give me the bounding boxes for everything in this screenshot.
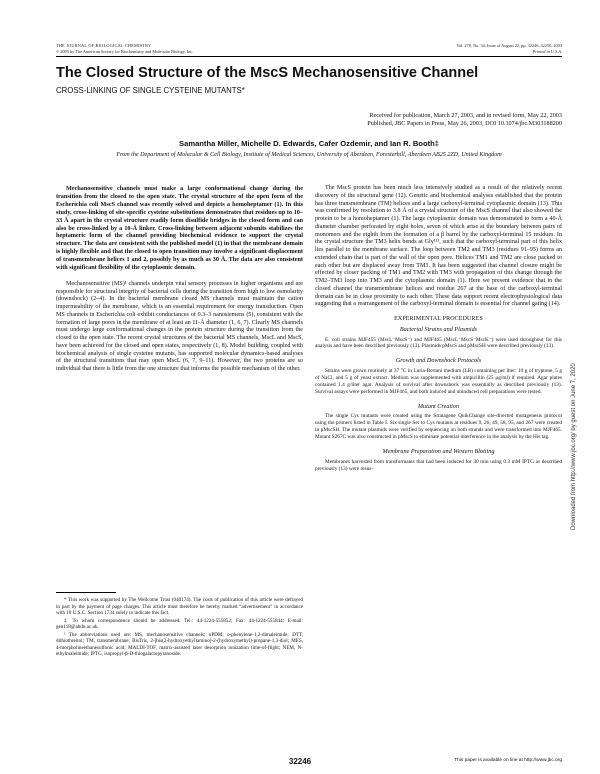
right-column xyxy=(315,185,562,480)
footnote-funding: * This work was supported by The Wellcome Trust (040174). The costs of publication of this article were defrayed in part by the payment of page charges. This article must therefore be hereby marked “advertisement” in accordance with 18 U.S.C. Section 1734 solely to indicate this fact. xyxy=(56,597,303,616)
subsection-heading-membrane: Membrane Preparation and Western Blotting xyxy=(382,448,495,456)
mutant-paragraph: The single Cys mutants were created using the Stratagene QuikChange site-directed mutagenesis protocol using the primers listed in Table I. Six single Ser to Cys mutants at residues 9, 26, 49, 58, 95, and 267 were created in pMscSH. The mutant plasmids were verified by sequencing on both strands and were transformed into MJF465. Mutant S267C was also constructed in pMscS to eliminate potential interference in the analysis by the His tag. xyxy=(315,413,562,441)
received-line: Received for publication, March 27, 2003, and in revised form, May 22, 2003 xyxy=(369,112,562,119)
published-line: Published, JBC Papers in Press, May 26, 2003, DOI 10.1074/jbc.M303188200 xyxy=(367,120,562,128)
page-number: 32246 xyxy=(288,757,312,766)
section-heading-experimental: EXPERIMENTAL PROCEDURES xyxy=(394,316,483,322)
author-affiliation: From the Department of Molecular & Cell Biology, Institute of Medical Sciences, University of Aberdeen, Foresterhill, Aberdeen AB25 2ZD, United Kingdom xyxy=(116,152,502,158)
footnote-correspondence: ‡ To whom correspondence should be addressed. Tel.: 44-1224-555852; Fax: 44-1224-555844; E-mail: gen118@abdn.ac.uk. xyxy=(56,617,303,630)
volume-info: Vol. 278, No. 34, Issue of August 22, pp. 32246–32250, 2003 xyxy=(456,43,562,48)
introduction-paragraph: Mechanosensitive (MS)¹ channels underpin vital sensory processes in higher organisms and are responsible for structural integrity of bacterial cells during the transition from high to low osmolarity (downshock) (2–4). In the bacterial membrane closed MS channels must maintain the cation impermeability of the membrane, which is an essential requirement for energy transduction. Open MS channels in Escherichia coli exhibit conductances of 0.3–3 nanosiemens (5), consistent with the formation of large pores in the membrane of at least an 11-Å diameter (1, 6, 7). Clearly MS channels must undergo large conformational changes in the protein structure during the transition from the closed to the open state. The recent crystal structures of the bacterial MS channels, MscL and MscS, have been achieved for the closed and open states, respectively (1, 8). Model building, coupled with biochemical analysis of single cysteine mutants, has supported molecular dynamics-based analyses of the structural transitions that may open MscL (6, 7, 9–11). However, the two proteins are so individual that there is little from the one structure that informs the possible mechanism of the other. xyxy=(56,280,303,373)
article-subtitle: CROSS-LINKING OF SINGLE CYSTEINE MUTANTS* xyxy=(56,86,245,95)
body-paragraph: The MscS protein has been much less intensively studied as a result of the relatively recent discovery of the structural gene (12). Genetic and biochemical analyses established that the protein has three transmembrane (TM) helices and a large carboxyl-terminal cytoplasmic domain (13). This was confirmed by resolution to 3.8 Å of a crystal structure of the MscS channel that also showed the protein to be a homoheptamer (1). The large cytoplasmic domain was demonstrated to form a 40-Å diameter chamber perforated by eight holes, seven of which arise at the boundary between pairs of monomers and the eighth from the formation of a β barrel by the carboxyl-terminal 15 residues. In the crystal structure the TM3 helix bends at Gly¹¹³, such that the carboxyl-terminal part of this helix lies parallel to the membrane surface. The loop between TM2 and TM3 (residues 91–95) forms an extended chain that is part of the wall of the open pore. Helices TM1 and TM2 are close packed to each other but are displaced away from TM3. It has been suggested that channel closure might be effected by closer packing of TM1 and TM2 with TM3 with propagation of this change through the TM2–TM3 loop into TM3 and the cytoplasmic domain (1). Here we present evidence that in the closed channel the transmembrane helices and residue 267 at the base of the carboxyl-terminal domain can be in close proximity to each other. These data support recent electrophysiological data suggesting that a rearrangement of the carboxyl-terminal domain is essential for channel gating (14). xyxy=(315,185,562,308)
subsection-heading-mutant: Mutant Creation xyxy=(417,402,460,410)
growth-paragraph: Strains were grown routinely at 37 °C in Luria-Bertani medium (LB) containing per liter: 10 g of tryptone, 5 g of NaCl, and 5 g of yeast extract. Medium was supplemented with ampicillin (25 μg/ml) if required. Agar plates contained 1.4 g/liter agar. Analysis of survival after downshock was essentially as described previously (13). Survival assays were performed in MJF465, and both induced and uninduced cell preparations were tested. xyxy=(315,368,562,395)
download-note: Downloaded from http://www.jbc.org/ by guest on June 7, 2020 xyxy=(571,363,577,530)
footnote-rule xyxy=(56,592,116,593)
received-dates xyxy=(262,112,562,129)
subsection-heading-growth: Growth and Downshock Protocols xyxy=(395,357,482,365)
journal-name: THE JOURNAL OF BIOLOGICAL CHEMISTRY xyxy=(56,43,152,48)
download-watermark xyxy=(571,290,581,530)
running-header-left xyxy=(56,43,193,54)
running-header-right xyxy=(456,43,562,54)
footnotes xyxy=(56,586,303,659)
membrane-paragraph: Membranes harvested from transformants that had been induced for 30 min using 0.3 mM IPTG as described previously (13) were resus- xyxy=(315,458,562,472)
article-title: The Closed Structure of the MscS Mechanosensitive Channel xyxy=(56,65,479,81)
strains-paragraph: E. coli strains MJF455 (MscL⁻MscS⁻) and MJF465 (MscL⁻MscS⁻MscK⁻) were used throughout for this analysis and have been described previously (13). Plasmids pMscS and pMscSH were described previously (13). xyxy=(315,336,562,350)
author-list: Samantha Miller, Michelle D. Edwards, Cafer Ozdemir, and Ian R. Booth‡ xyxy=(179,139,439,148)
printed-in: Printed in U.S.A. xyxy=(532,48,562,54)
subsection-heading-strains: Bacterial Strains and Plasmids xyxy=(399,325,478,333)
copyright-line: © 2003 by The American Society for Biochemistry and Molecular Biology, Inc. xyxy=(56,48,194,54)
journal-url-note: This paper is available on line at http://www.jbc.org xyxy=(454,758,562,763)
left-column xyxy=(56,185,303,381)
header-rule xyxy=(56,56,562,57)
footnote-abbreviations: ¹ The abbreviations used are: MS, mechanosensitive channels; oPDM, o-phenylene-1,2-dimaleimide; DTT, dithiothreitol; TM, transmembrane; BisTris, 2-[bis(2-hydroxyethyl)amino]-2-(hydroxymethyl)-propane-1,3-diol; MES, 4-morpholineethanesulfonic acid; MALDI-TOF, matrix-assisted laser desorption ionization time-of-flight; NEM, N-ethylmaleimide; IPTG, isopropyl-β-D-thiogalactopyranoside. xyxy=(56,631,303,657)
abstract: Mechanosensitive channels must make a large conformational change during the transition from the closed to the open state. The crystal structure of the open form of the Escherichia coli MscS channel was recently solved and depicts a homoheptamer (1). In this study, cross-linking of site-specific cysteine substitutions demonstrates that residues up to 10–33 Å apart in the crystal structure readily form disulfide bridges in the closed form and can also be cross-linked by a 10-Å linker. Cross-linking between adjacent subunits stabilizes the heptameric form of the channel providing biochemical evidence to support the crystal structure. The data are consistent with the published model (1) in that the membrane domain is highly flexible and that the closed to open transition may involve a significant displacement of transmembrane helices 1 and 2, possibly by as much as 30 Å. The data are also consistent with significant flexibility of the cytoplasmic domain. xyxy=(56,185,303,272)
